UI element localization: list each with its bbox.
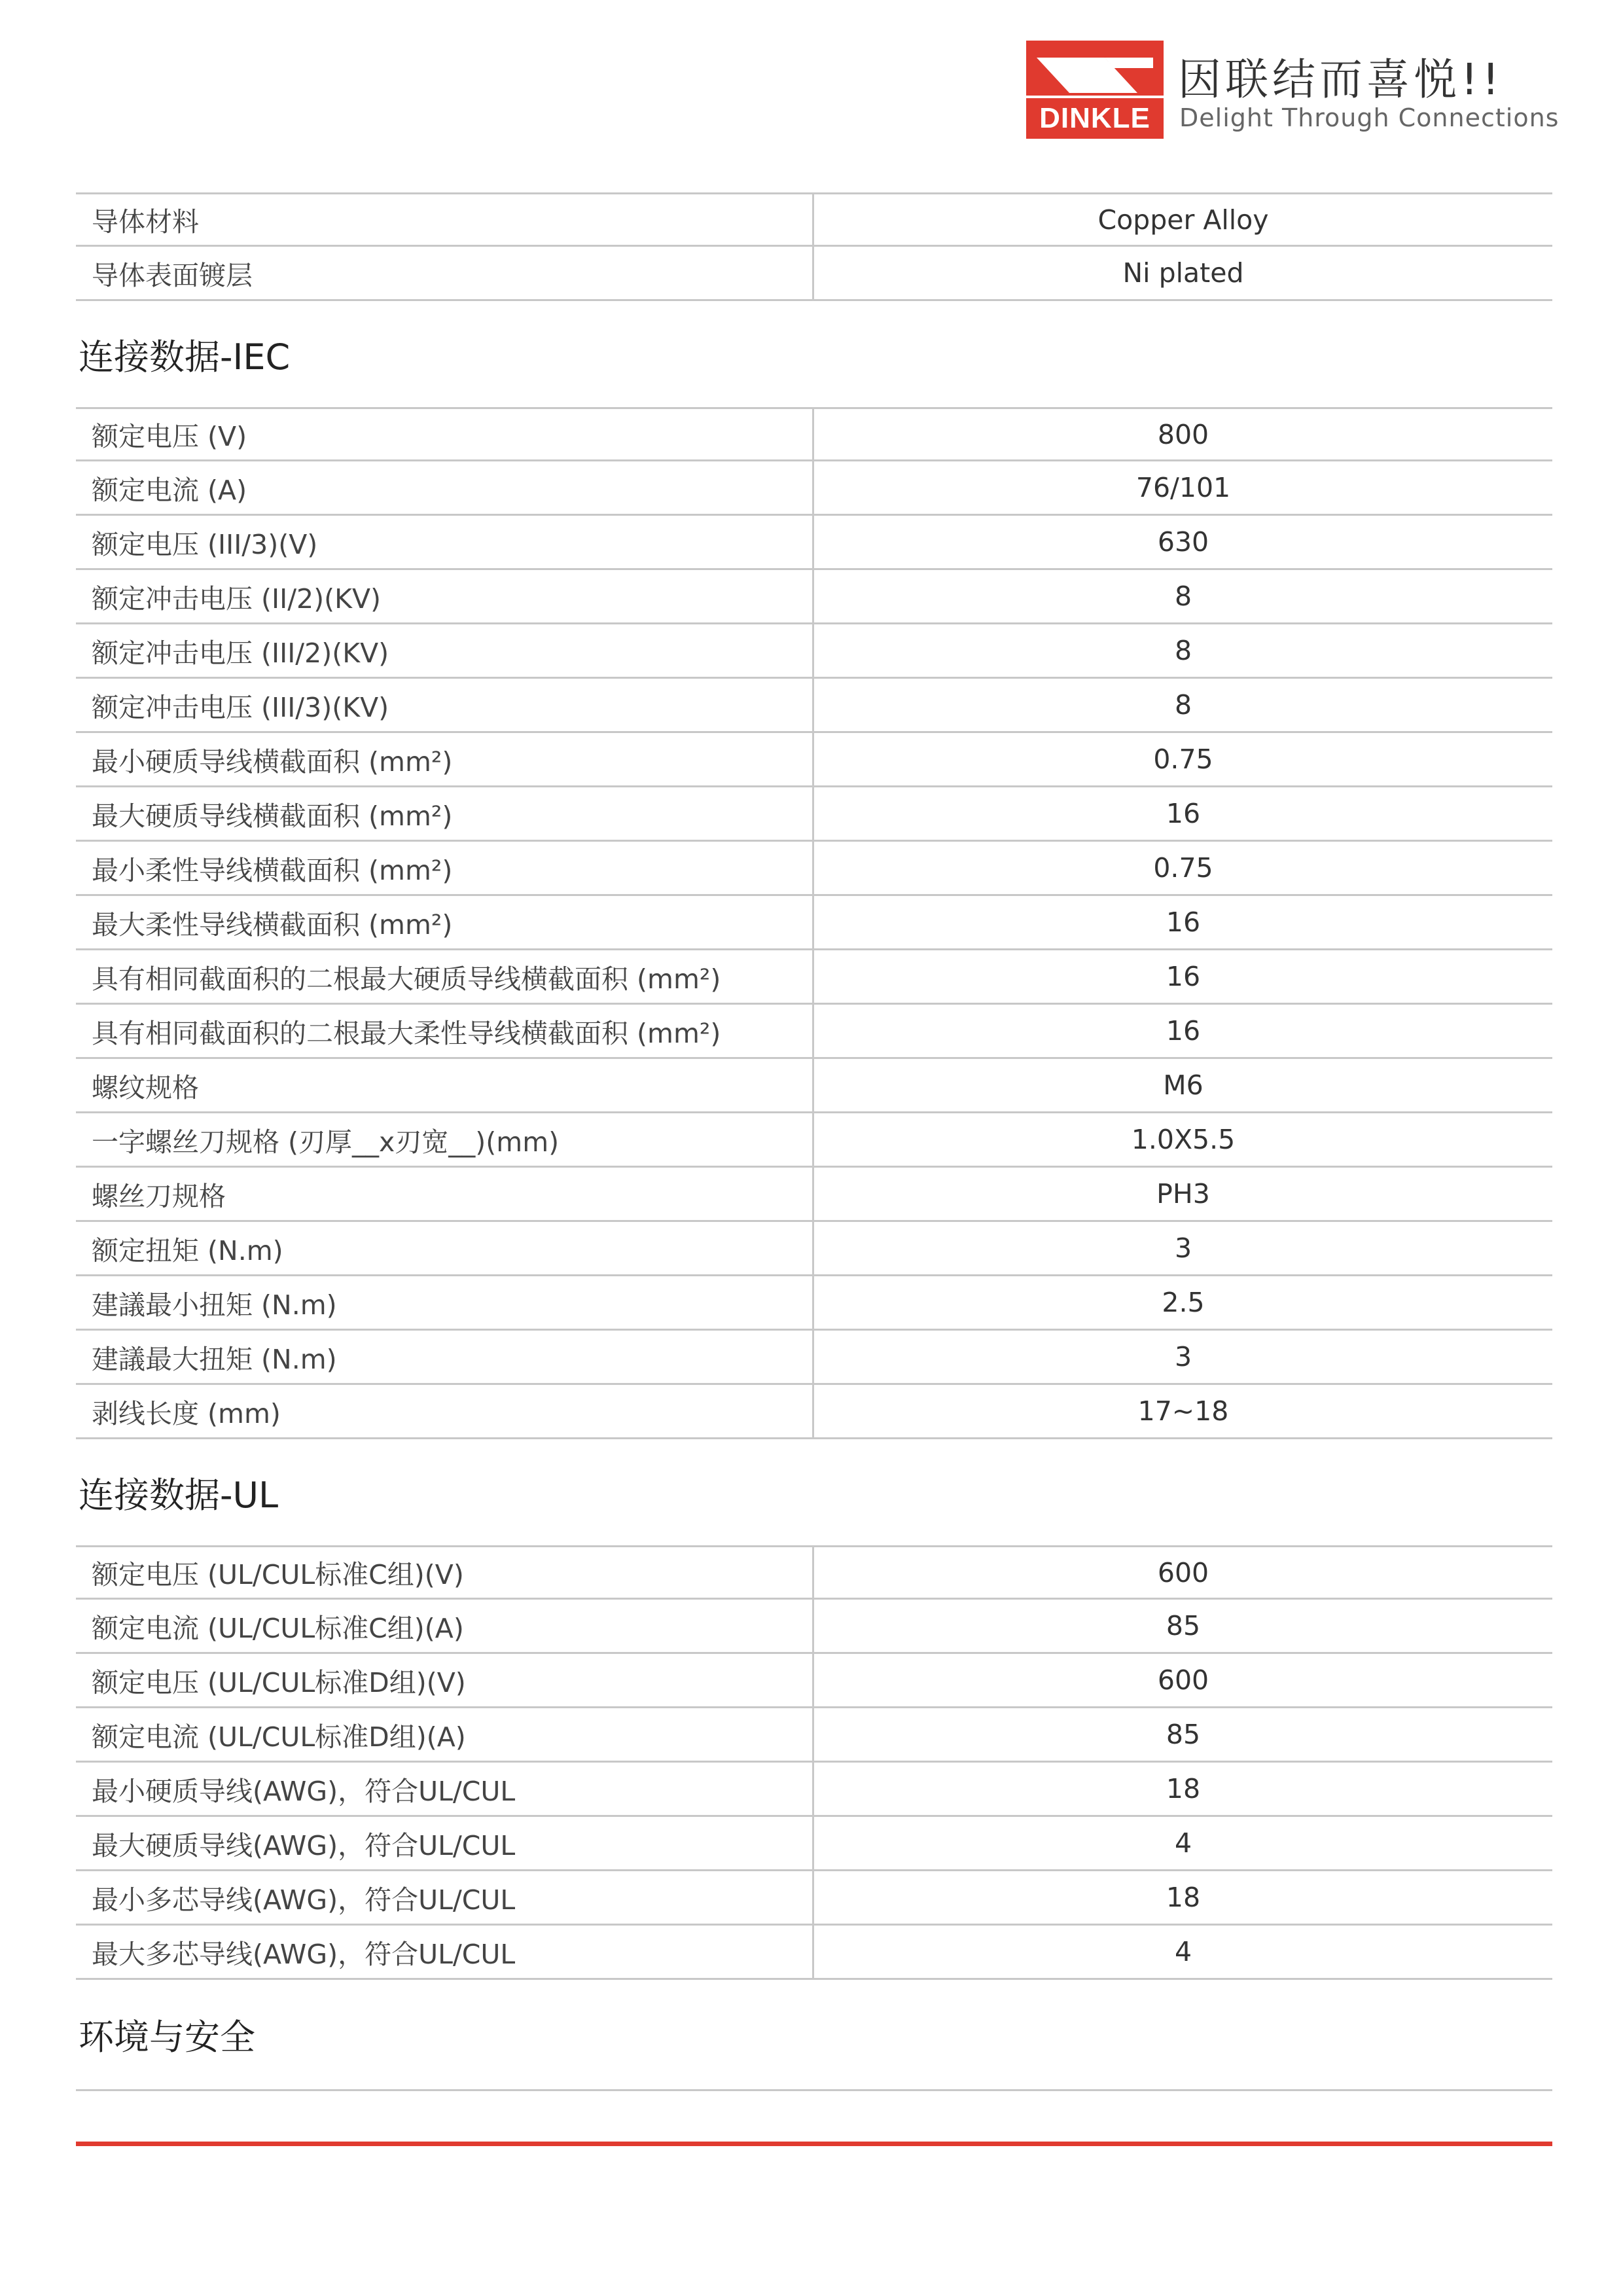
spec-label: 最小硬质导线横截面积 (mm²) [76, 733, 814, 785]
table-row [76, 461, 1552, 516]
spec-value: 8 [1174, 581, 1192, 612]
spec-label: 一字螺丝刀规格 (刃厚__x刃宽__)(mm) [76, 1113, 814, 1166]
spec-value: PH3 [1156, 1178, 1210, 1210]
section-title-iec: 连接数据-IEC [79, 336, 291, 378]
spec-value: 8 [1174, 689, 1192, 721]
spec-value: Ni plated [1122, 257, 1244, 289]
spec-label: 额定扭矩 (N.m) [76, 1222, 814, 1274]
table-row [76, 733, 1552, 787]
spec-value: 3 [1174, 1341, 1192, 1372]
table-row [76, 950, 1552, 1005]
spec-value: 16 [1166, 798, 1201, 829]
table-row [76, 407, 1552, 461]
table-row [76, 1817, 1552, 1871]
spec-label: 额定冲击电压 (II/2)(KV) [76, 570, 814, 622]
ul-table [76, 1545, 1552, 1980]
spec-label: 额定电流 (UL/CUL标准D组)(A) [76, 1708, 814, 1761]
spec-label: 剥线长度 (mm) [76, 1385, 814, 1437]
spec-label: 最大柔性导线横截面积 (mm²) [76, 896, 814, 948]
spec-label: 最大硬质导线(AWG)，符合UL/CUL [76, 1817, 814, 1869]
table-row [76, 1926, 1552, 1980]
spec-value: 4 [1174, 1827, 1192, 1859]
table-row [76, 1059, 1552, 1113]
spec-value: Copper Alloy [1097, 204, 1269, 236]
spec-value: 8 [1174, 635, 1192, 666]
table-row [76, 1168, 1552, 1222]
spec-label: 导体表面镀层 [76, 247, 814, 299]
slogan-english: Delight Through Connections [1179, 103, 1560, 132]
table-row [76, 787, 1552, 842]
spec-value: 800 [1157, 418, 1209, 450]
table-row [76, 1276, 1552, 1331]
table-row [76, 1654, 1552, 1708]
spec-label: 额定电流 (A) [76, 461, 814, 514]
spec-value: 18 [1166, 1882, 1201, 1913]
spec-label: 额定冲击电压 (III/2)(KV) [76, 624, 814, 677]
iec-table [76, 407, 1552, 1439]
table-row [76, 1763, 1552, 1817]
table-row [76, 247, 1552, 301]
spec-value: M6 [1163, 1069, 1204, 1101]
spec-label: 最大硬质导线横截面积 (mm²) [76, 787, 814, 840]
spec-label: 导体材料 [76, 194, 814, 245]
brand-header [1026, 41, 1560, 145]
table-row [76, 1600, 1552, 1654]
spec-value: 16 [1166, 1015, 1201, 1047]
table-row [76, 1005, 1552, 1059]
spec-value: 85 [1166, 1719, 1201, 1750]
spec-value: 17~18 [1137, 1395, 1229, 1427]
spec-label: 额定电压 (UL/CUL标准D组)(V) [76, 1654, 814, 1706]
table-row [76, 1222, 1552, 1276]
table-row [76, 1545, 1552, 1600]
spec-label: 建議最小扭矩 (N.m) [76, 1276, 814, 1329]
spec-sheet [76, 192, 1552, 2091]
spec-label: 最小柔性导线横截面积 (mm²) [76, 842, 814, 894]
spec-value: 16 [1166, 906, 1201, 938]
material-table [76, 192, 1552, 301]
spec-value: 18 [1166, 1773, 1201, 1804]
spec-value: 2.5 [1162, 1287, 1205, 1318]
spec-label: 螺丝刀规格 [76, 1168, 814, 1220]
spec-value: 16 [1166, 961, 1201, 992]
spec-value: 0.75 [1153, 744, 1213, 775]
spec-value: 630 [1157, 526, 1209, 558]
spec-label: 额定电流 (UL/CUL标准C组)(A) [76, 1600, 814, 1652]
spec-value: 0.75 [1153, 852, 1213, 884]
spec-value: 600 [1157, 1556, 1209, 1588]
spec-label: 螺纹规格 [76, 1059, 814, 1111]
section-title-ul: 连接数据-UL [79, 1474, 279, 1516]
table-row [76, 842, 1552, 896]
table-row [76, 1331, 1552, 1385]
section-title-environment: 环境与安全 [76, 1980, 1552, 2091]
spec-label: 建議最大扭矩 (N.m) [76, 1331, 814, 1383]
spec-value: 3 [1174, 1232, 1192, 1264]
spec-label: 具有相同截面积的二根最大硬质导线横截面积 (mm²) [76, 950, 814, 1003]
spec-label: 额定冲击电压 (III/3)(KV) [76, 679, 814, 731]
table-row [76, 1113, 1552, 1168]
spec-label: 最小硬质导线(AWG)，符合UL/CUL [76, 1763, 814, 1815]
table-row [76, 1708, 1552, 1763]
spec-label: 额定电压 (V) [76, 409, 814, 459]
table-row [76, 516, 1552, 570]
table-row [76, 570, 1552, 624]
table-row [76, 624, 1552, 679]
spec-value: 4 [1174, 1936, 1192, 1967]
dinkle-logo [1026, 41, 1164, 139]
table-row [76, 1385, 1552, 1439]
spec-value: 1.0X5.5 [1131, 1124, 1236, 1155]
spec-value: 600 [1157, 1664, 1209, 1696]
spec-value: 76/101 [1135, 472, 1231, 503]
spec-label: 最小多芯导线(AWG)，符合UL/CUL [76, 1871, 814, 1924]
table-row [76, 896, 1552, 950]
spec-label: 最大多芯导线(AWG)，符合UL/CUL [76, 1926, 814, 1978]
spec-label: 额定电压 (UL/CUL标准C组)(V) [76, 1547, 814, 1598]
logo-text: DINKLE [1039, 102, 1150, 134]
table-row [76, 192, 1552, 247]
spec-label: 额定电压 (III/3)(V) [76, 516, 814, 568]
slogan-chinese: 因联结而喜悦!! [1178, 54, 1503, 105]
table-row [76, 1871, 1552, 1926]
spec-value: 85 [1166, 1610, 1201, 1641]
spec-label: 具有相同截面积的二根最大柔性导线横截面积 (mm²) [76, 1005, 814, 1057]
footer-accent-rule [76, 2142, 1552, 2146]
table-row [76, 679, 1552, 733]
